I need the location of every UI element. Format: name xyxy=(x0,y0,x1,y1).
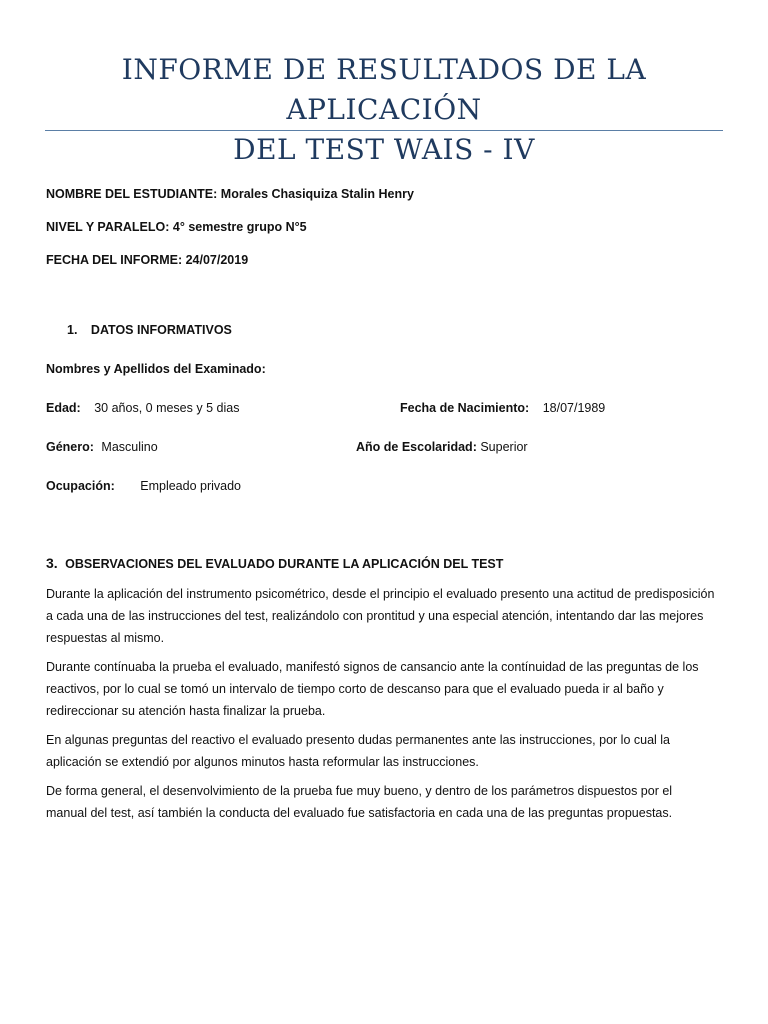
occupation-row xyxy=(46,478,241,494)
title-line-2: DEL TEST WAIS - IV xyxy=(233,133,535,166)
title-line-1: INFORME DE RESULTADOS DE LA APLICACIÓN xyxy=(121,53,647,126)
schooling-label: Año de Escolaridad: xyxy=(356,440,477,454)
gender-label: Género: xyxy=(46,440,94,454)
section-3-number: 3. xyxy=(46,555,58,571)
gender-value: Masculino xyxy=(101,440,158,454)
report-date-label: FECHA DEL INFORME: xyxy=(46,253,183,267)
section-3-heading xyxy=(46,555,503,572)
birth-label: Fecha de Nacimiento: xyxy=(400,401,530,415)
report-title xyxy=(45,50,723,170)
student-name-value: Morales Chasiquiza Stalin Henry xyxy=(220,187,414,201)
observation-paragraph: Durante contínuaba la prueba el evaluado, manifestó signos de cansancio ante la contínuidad de las preguntas de los reactivos, por lo cual se tomó un intervalo de tiempo corto de descanso para que el evaluado pueda ir al baño y redireccionar su atención hasta finalizar la prueba. xyxy=(46,660,699,718)
age-label: Edad: xyxy=(46,401,81,415)
observation-paragraph: De forma general, el desenvolvimiento de la prueba fue muy bueno, y dentro de los parámetros dispuestos por el manual del test, así también la conducta del evaluado fue satisfactoria en cada una de las preguntas propuestas. xyxy=(46,784,673,820)
occupation-value: Empleado privado xyxy=(140,479,242,493)
level-row xyxy=(46,219,307,235)
section-1-heading xyxy=(67,322,232,338)
schooling-row xyxy=(356,439,528,455)
observation-paragraph: Durante la aplicación del instrumento psicométrico, desde el principio el evaluado presento una actitud de predisposición a cada una de las instrucciones del test, realizándolo con prontitud y una especial atención, intentando dar las mejores respuestas al mismo. xyxy=(46,587,715,645)
gender-row xyxy=(46,439,158,455)
report-date-row xyxy=(46,252,248,268)
section-1-title: DATOS INFORMATIVOS xyxy=(90,323,232,337)
birth-row xyxy=(400,400,605,416)
schooling-value: Superior xyxy=(480,440,528,454)
student-name-row xyxy=(46,186,414,202)
student-name-label: NOMBRE DEL ESTUDIANTE: xyxy=(46,187,218,201)
occupation-label: Ocupación: xyxy=(46,479,115,493)
age-row xyxy=(46,400,239,416)
examinee-names-label: Nombres y Apellidos del Examinado: xyxy=(46,362,266,376)
level-label: NIVEL Y PARALELO: xyxy=(46,220,170,234)
section-1-number: 1. xyxy=(67,323,78,337)
title-divider xyxy=(45,130,723,131)
observation-paragraph: En algunas preguntas del reactivo el evaluado presento dudas permanentes ante las instrucciones, por lo cual la aplicación se extendió por algunos minutos hasta reformular las instrucciones. xyxy=(46,733,671,769)
birth-value: 18/07/1989 xyxy=(542,401,606,415)
age-value: 30 años, 0 meses y 5 dias xyxy=(94,401,240,415)
level-value: 4° semestre grupo N°5 xyxy=(172,220,307,234)
section-3-title: OBSERVACIONES DEL EVALUADO DURANTE LA APLICACIÓN DEL TEST xyxy=(65,557,504,571)
report-date-value: 24/07/2019 xyxy=(185,253,249,267)
